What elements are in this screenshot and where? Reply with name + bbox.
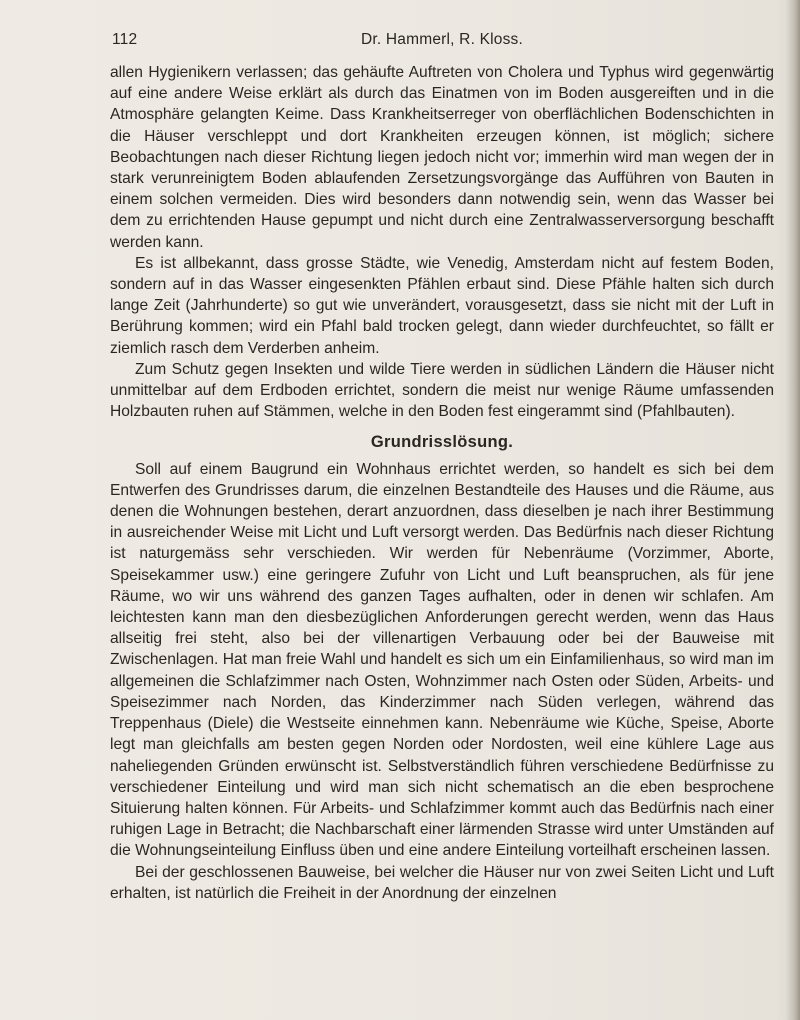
body-text <box>110 62 774 904</box>
page-number: 112 <box>112 31 138 48</box>
running-head: Dr. Hammerl, R. Kloss. <box>360 31 523 48</box>
section-heading: Grundrisslösung. <box>370 433 514 452</box>
paragraph-geschlossene-bauweise: Bei der geschlossenen Bauweise, bei welcher die Häuser nur von zwei Seiten Licht und Luft erhalten, ist natürlich die Freiheit in der Anordnung der einzelnen <box>110 863 774 902</box>
paragraph-continuation: allen Hygienikern verlassen; das gehäufte Auftreten von Cholera und Typhus wird gegenwärtig auf eine andere Weise erklärt als durch das Einatmen von im Boden ausgereiften und in die Atmosphäre gelangten Keime. Dass Krankheitserreger von oberflächlichen Bodenschichten in die Häuser verschleppt und dort Krankheiten erzeugen können, ist möglich; sichere Beobachtungen nach dieser Richtung liegen jedoch nicht vor; immerhin wird man wegen der in stark verunreinigtem Boden ablaufenden Zersetzungsvorgänge das Aufführen von Bauten in einem solchen vermeiden. Dies wird besonders dann notwendig sein, wenn das Wasser bei dem zu errichtenden Hause gepumpt und nicht durch eine Zentralwasserversorgung beschafft werden kann. <box>110 64 774 251</box>
paragraph-grundriss: Soll auf einem Baugrund ein Wohnhaus errichtet werden, so handelt es sich bei dem Entwerfen des Grundrisses darum, die einzelnen Bestandteile des Hauses und die Räume, aus denen die Wohnungen bestehen, derart anzuordnen, dass dieselben je nach ihrer Bestimmung in ausreichender Weise mit Licht und Luft versorgt werden. Das Bedürfnis nach dieser Richtung ist naturgemäss sehr verschieden. Wir werden für Nebenräume (Vorzimmer, Aborte, Speisekammer usw.) eine geringere Zufuhr von Licht und Luft beanspruchen, als für jene Räume, wo wir uns während des ganzen Tages aufhalten, oder in denen wir schlafen. Am leichtesten kann man den diesbezüglichen Anforderungen gerecht werden, wenn das Haus allseitig frei steht, also bei der villenartigen Verbauung oder bei der Bauweise mit Zwischenlagen. Hat man freie Wahl und handelt es sich um ein Einfamilienhaus, so wird man im allgemeinen die Schlafzimmer nach Osten, Wohnzimmer nach Osten oder Süden, Arbeits- und Speisezimmer nach Norden, das Kinderzimmer nach Süden verlegen, während das Treppenhaus (Diele) die Westseite einnehmen kann. Nebenräume wie Küche, Speise, Aborte legt man gleichfalls am besten gegen Norden oder Nordosten, weil eine kühlere Lage aus naheliegenden Gründen erwünscht ist. Selbstverständlich führen verschiedene Bedürfnisse zu verschiedener Einteilung und wird man sich nicht schematisch an die eben besprochene Situierung halten können. Für Arbeits- und Schlafzimmer kommt auch das Bedürfnis nach einer ruhigen Lage in Betracht; die Nachbarschaft einer lärmenden Strasse wird unter Umständen auf die Wohnungseinteilung Einfluss üben und eine andere Einteilung vorteilhaft erscheinen lassen. <box>110 460 774 860</box>
page-header <box>112 31 772 53</box>
paragraph-venedig: Es ist allbekannt, dass grosse Städte, wie Venedig, Amsterdam nicht auf festem Boden, sondern auf in das Wasser eingesenkten Pfählen erbaut sind. Diese Pfähle halten sich durch lange Zeit (Jahrhunderte) so gut wie unverändert, vorausgesetzt, dass sie nicht mit der Luft in Berührung kommen; wird ein Pfahl bald trocken gelegt, dann wieder durchfeuchtet, so fällt er ziemlich rasch dem Verderben anheim. <box>110 254 774 357</box>
paragraph-pfahlbauten: Zum Schutz gegen Insekten und wilde Tiere werden in südlichen Ländern die Häuser nicht unmittelbar auf dem Erdboden errichtet, sondern die meist nur wenige Räume umfassenden Holzbauten ruhen auf Stämmen, welche in den Boden fest eingerammt sind (Pfahlbauten). <box>110 360 774 421</box>
page-edge-shadow <box>786 0 800 1020</box>
